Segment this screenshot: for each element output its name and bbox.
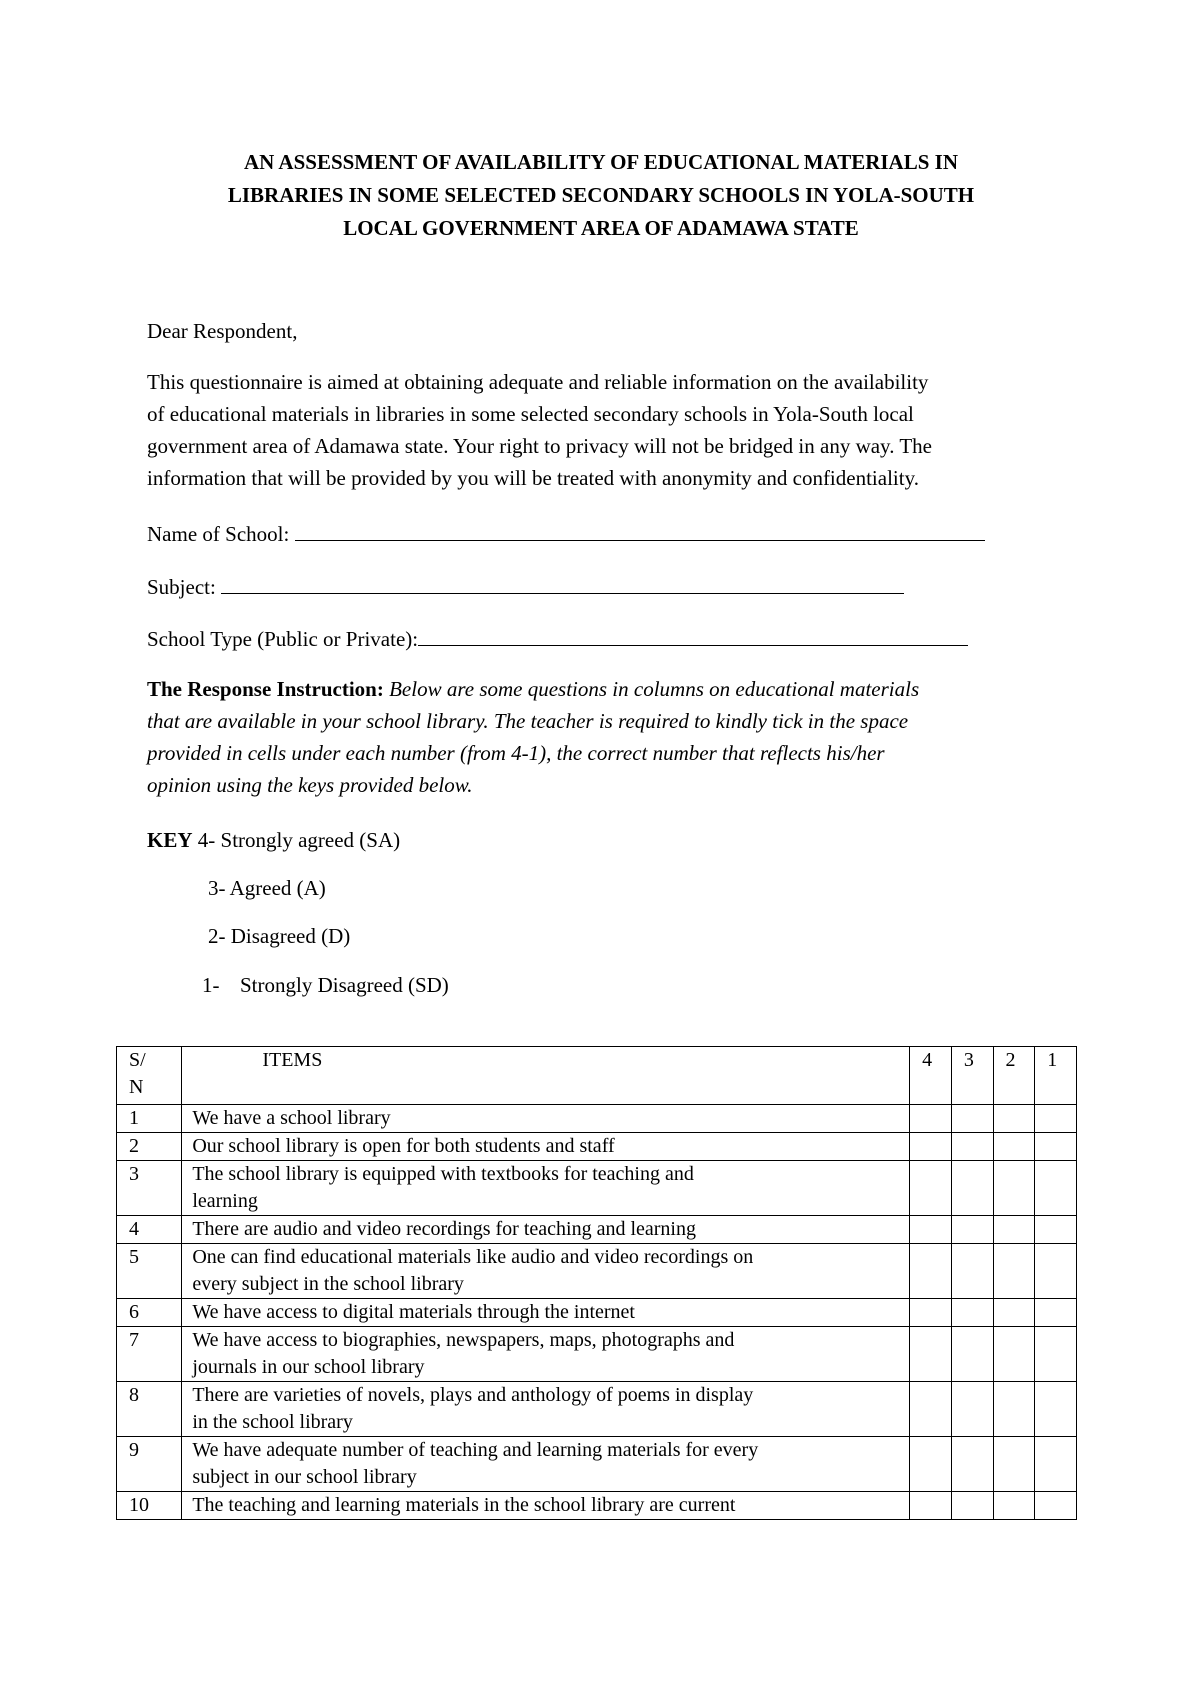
tick-cell-4[interactable] <box>910 1133 952 1161</box>
row-item-line-1: Our school library is open for both students and staff <box>192 1135 615 1157</box>
school-type-label: School Type (Public or Private): <box>147 627 419 651</box>
row-item-line-1: We have access to biographies, newspapers, maps, photographs and <box>192 1329 735 1351</box>
key-4 <box>147 825 400 855</box>
questionnaire-table <box>116 1046 1077 1520</box>
table-row <box>117 1133 1077 1161</box>
key-2: 2- Disagreed (D) <box>208 924 351 948</box>
row-sn: 5 <box>117 1244 182 1299</box>
school-type-blank[interactable] <box>418 623 968 646</box>
row-item-line-2: subject in our school library <box>192 1466 417 1488</box>
tick-cell-1[interactable] <box>1035 1437 1077 1492</box>
tick-cell-2[interactable] <box>993 1382 1035 1437</box>
tick-cell-3[interactable] <box>951 1105 993 1133</box>
tick-cell-4[interactable] <box>910 1161 952 1216</box>
row-sn: 10 <box>117 1492 182 1520</box>
tick-cell-4[interactable] <box>910 1327 952 1382</box>
row-item-line-2: learning <box>192 1190 258 1212</box>
row-item <box>182 1133 910 1161</box>
row-sn: 1 <box>117 1105 182 1133</box>
school-name-field <box>147 518 985 549</box>
row-item <box>182 1437 910 1492</box>
tick-cell-2[interactable] <box>993 1244 1035 1299</box>
row-item-line-2: every subject in the school library <box>192 1273 464 1295</box>
intro-line-3: government area of Adamawa state. Your right to privacy will not be bridged in any way. The <box>147 434 932 458</box>
row-item <box>182 1492 910 1520</box>
tick-cell-1[interactable] <box>1035 1492 1077 1520</box>
tick-cell-1[interactable] <box>1035 1327 1077 1382</box>
row-item-line-1: We have access to digital materials through the internet <box>192 1301 635 1323</box>
table-row <box>117 1105 1077 1133</box>
row-item <box>182 1105 910 1133</box>
title-line-2: LIBRARIES IN SOME SELECTED SECONDARY SCHOOLS IN YOLA-SOUTH <box>227 183 975 207</box>
row-sn: 9 <box>117 1437 182 1492</box>
tick-cell-1[interactable] <box>1035 1299 1077 1327</box>
header-sn-line-2: N <box>129 1076 144 1098</box>
tick-cell-3[interactable] <box>951 1382 993 1437</box>
key-label: KEY <box>147 828 193 852</box>
subject-label: Subject: <box>147 575 216 599</box>
key-1 <box>202 970 449 1000</box>
header-4: 4 <box>910 1047 952 1105</box>
tick-cell-4[interactable] <box>910 1299 952 1327</box>
row-item <box>182 1327 910 1382</box>
tick-cell-3[interactable] <box>951 1161 993 1216</box>
table-row <box>117 1299 1077 1327</box>
header-sn-line-1: S/ <box>129 1049 146 1071</box>
tick-cell-2[interactable] <box>993 1327 1035 1382</box>
tick-cell-2[interactable] <box>993 1133 1035 1161</box>
school-name-label: Name of School: <box>147 522 290 546</box>
intro-line-2: of educational materials in libraries in some selected secondary schools in Yola-South local <box>147 402 914 426</box>
tick-cell-3[interactable] <box>951 1216 993 1244</box>
key-1-number: 1- <box>202 973 220 997</box>
title-line-3: LOCAL GOVERNMENT AREA OF ADAMAWA STATE <box>343 216 859 240</box>
header-2: 2 <box>993 1047 1035 1105</box>
instruction-line-2: that are available in your school library. The teacher is required to kindly tick in the space <box>147 709 909 733</box>
table-row <box>117 1244 1077 1299</box>
row-item-line-1: We have adequate number of teaching and learning materials for every <box>192 1439 759 1461</box>
row-item-line-1: One can find educational materials like audio and video recordings on <box>192 1246 754 1268</box>
tick-cell-3[interactable] <box>951 1244 993 1299</box>
tick-cell-1[interactable] <box>1035 1161 1077 1216</box>
row-sn: 4 <box>117 1216 182 1244</box>
table-row <box>117 1161 1077 1216</box>
row-sn: 7 <box>117 1327 182 1382</box>
tick-cell-2[interactable] <box>993 1105 1035 1133</box>
table-row <box>117 1216 1077 1244</box>
row-item <box>182 1161 910 1216</box>
subject-blank[interactable] <box>221 571 904 594</box>
tick-cell-4[interactable] <box>910 1216 952 1244</box>
row-sn: 6 <box>117 1299 182 1327</box>
row-item <box>182 1299 910 1327</box>
tick-cell-1[interactable] <box>1035 1133 1077 1161</box>
key-3: 3- Agreed (A) <box>208 876 326 900</box>
instruction-line-1: Below are some questions in columns on educational materials <box>389 677 920 701</box>
tick-cell-3[interactable] <box>951 1133 993 1161</box>
document-title <box>150 146 1052 245</box>
tick-cell-2[interactable] <box>993 1299 1035 1327</box>
instruction-line-4: opinion using the keys provided below. <box>147 773 473 797</box>
header-1: 1 <box>1035 1047 1077 1105</box>
tick-cell-3[interactable] <box>951 1327 993 1382</box>
row-item-line-1: There are varieties of novels, plays and anthology of poems in display <box>192 1384 754 1406</box>
tick-cell-1[interactable] <box>1035 1382 1077 1437</box>
tick-cell-1[interactable] <box>1035 1244 1077 1299</box>
intro-line-4: information that will be provided by you will be treated with anonymity and confidentiality. <box>147 466 919 490</box>
instruction-line-3: provided in cells under each number (from 4-1), the correct number that reflects his/her <box>147 741 885 765</box>
table-header-row <box>117 1047 1077 1105</box>
tick-cell-1[interactable] <box>1035 1216 1077 1244</box>
school-name-blank[interactable] <box>295 518 985 541</box>
row-item-line-1: The teaching and learning materials in the school library are current <box>192 1494 736 1516</box>
tick-cell-1[interactable] <box>1035 1105 1077 1133</box>
row-item-line-1: There are audio and video recordings for teaching and learning <box>192 1218 696 1240</box>
tick-cell-4[interactable] <box>910 1105 952 1133</box>
intro-paragraph <box>147 366 1067 494</box>
tick-cell-2[interactable] <box>993 1161 1035 1216</box>
tick-cell-4[interactable] <box>910 1382 952 1437</box>
tick-cell-3[interactable] <box>951 1299 993 1327</box>
header-items: ITEMS <box>182 1047 910 1105</box>
tick-cell-3[interactable] <box>951 1492 993 1520</box>
title-line-1: AN ASSESSMENT OF AVAILABILITY OF EDUCATIONAL MATERIALS IN <box>244 150 958 174</box>
tick-cell-4[interactable] <box>910 1437 952 1492</box>
tick-cell-2[interactable] <box>993 1492 1035 1520</box>
salutation: Dear Respondent, <box>147 319 298 343</box>
tick-cell-4[interactable] <box>910 1244 952 1299</box>
school-type-field <box>147 623 968 654</box>
row-item-line-2: in the school library <box>192 1411 353 1433</box>
table-row <box>117 1382 1077 1437</box>
intro-line-1: This questionnaire is aimed at obtaining adequate and reliable information on the availability <box>147 370 929 394</box>
subject-field <box>147 571 904 602</box>
row-item-line-2: journals in our school library <box>192 1356 425 1378</box>
tick-cell-2[interactable] <box>993 1216 1035 1244</box>
table-row <box>117 1492 1077 1520</box>
header-3: 3 <box>951 1047 993 1105</box>
row-sn: 3 <box>117 1161 182 1216</box>
row-item <box>182 1244 910 1299</box>
key-4-text: 4- Strongly agreed (SA) <box>197 828 401 852</box>
row-item-line-1: We have a school library <box>192 1107 391 1129</box>
key-1-text: Strongly Disagreed (SD) <box>240 973 449 997</box>
row-sn: 8 <box>117 1382 182 1437</box>
row-item <box>182 1382 910 1437</box>
response-instruction <box>147 673 1067 801</box>
row-sn: 2 <box>117 1133 182 1161</box>
tick-cell-3[interactable] <box>951 1437 993 1492</box>
row-item <box>182 1216 910 1244</box>
tick-cell-2[interactable] <box>993 1437 1035 1492</box>
table-row <box>117 1327 1077 1382</box>
table-row <box>117 1437 1077 1492</box>
instruction-label: The Response Instruction: <box>147 677 384 701</box>
tick-cell-4[interactable] <box>910 1492 952 1520</box>
header-sn <box>117 1047 182 1105</box>
row-item-line-1: The school library is equipped with textbooks for teaching and <box>192 1163 694 1185</box>
